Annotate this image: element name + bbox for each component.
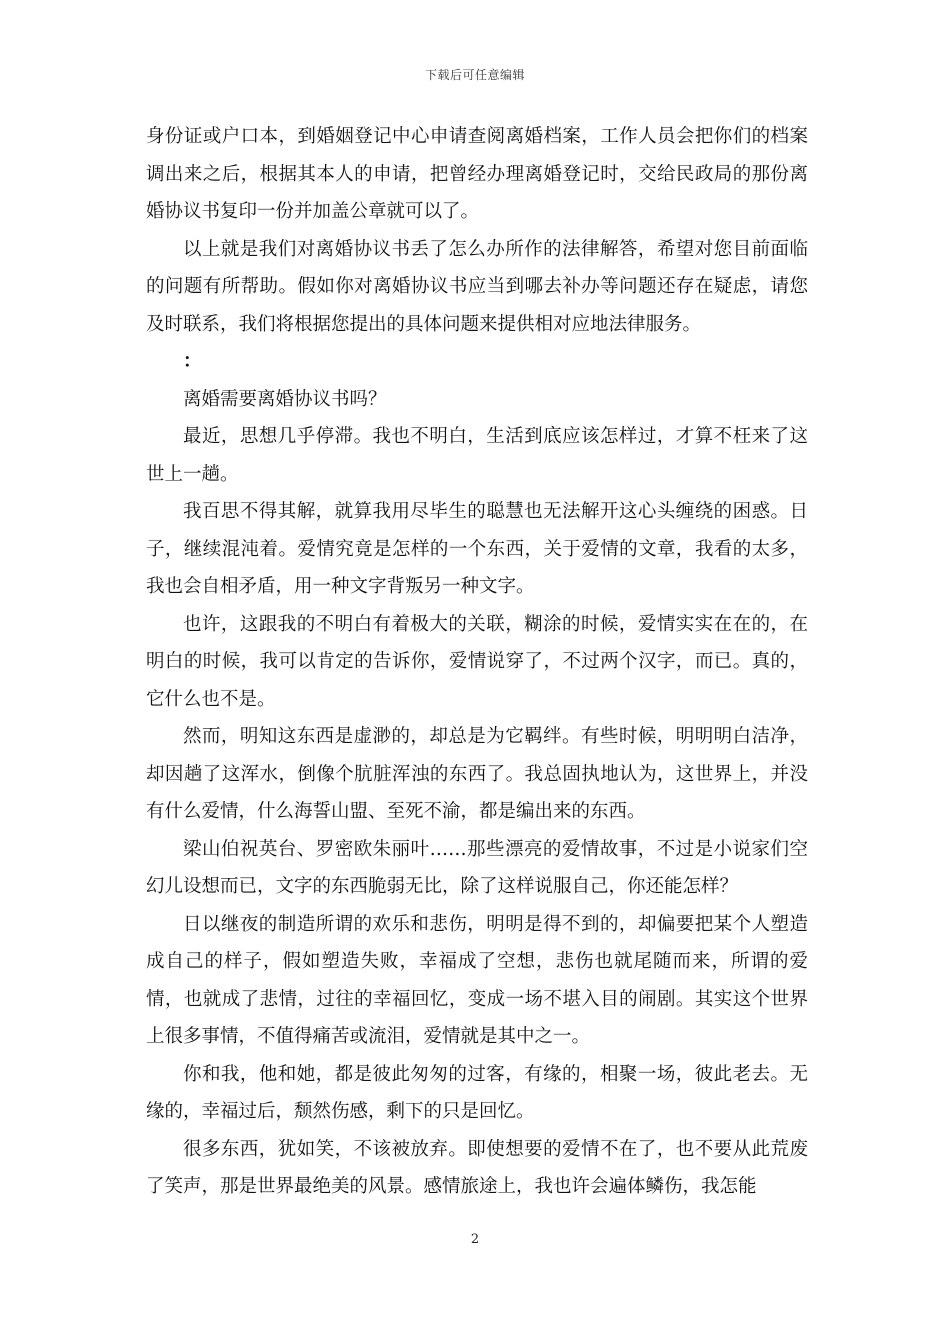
paragraph: 以上就是我们对离婚协议书丢了怎么办所作的法律解答，希望对您目前面临的问题有所帮助。假如你对离婚协议书应当到哪去补办等问题还存在疑虑，请您及时联系，我们将根据您提出的具体问题来提供相对应地法律服务。 (146, 238, 808, 335)
paragraph: 梁山伯祝英台、罗密欧朱丽叶……那些漂亮的爱情故事，不过是小说家们空幻儿设想而已，文字的东西脆弱无比，除了这样说服自己，你还能怎样？ (146, 838, 808, 897)
paragraph: 也许，这跟我的不明白有着极大的关联，糊涂的时候，爱情实实在在的，在明白的时候，我可以肯定的告诉你，爱情说穿了，不过两个汉字，而已。真的，它什么也不是。 (146, 613, 808, 710)
paragraph: 最近，思想几乎停滞。我也不明白，生活到底应该怎样过，才算不枉来了这世上一趟。 (146, 426, 808, 485)
paragraph: 你和我，他和她，都是彼此匆匆的过客，有缘的，相聚一场，彼此老去。无缘的，幸福过后，颓然伤感，剩下的只是回忆。 (146, 1063, 808, 1122)
document-body (146, 118, 808, 1206)
section-question: 离婚需要离婚协议书吗？ (183, 388, 387, 410)
paragraph: 我百思不得其解，就算我用尽毕生的聪慧也无法解开这心头缠绕的困惑。日子，继续混沌着。爱情究竟是怎样的一个东西，关于爱情的文章，我看的太多，我也会自相矛盾，用一种文字背叛另一种文字。 (146, 501, 808, 597)
paragraph: 然而，明知这东西是虚渺的，却总是为它羁绊。有些时候，明明明白洁净，却因趟了这浑水，倒像个肮脏浑浊的东西了。我总固执地认为，这世界上，并没有什么爱情，什么海誓山盟、至死不渝，都是编出来的东西。 (146, 726, 808, 822)
paragraph: 日以继夜的制造所谓的欢乐和悲伤，明明是得不到的，却偏要把某个人塑造成自己的样子，假如塑造失败，幸福成了空想，悲伤也就尾随而来，所谓的爱情，也就成了悲情，过往的幸福回忆，变成一场不堪入目的闹剧。其实这个世界上很多事情，不值得痛苦或流泪，爱情就是其中之一。 (146, 913, 808, 1047)
page-number: 2 (470, 1232, 480, 1247)
paragraph: 很多东西，犹如笑，不该被放弃。即使想要的爱情不在了，也不要从此荒废了笑声，那是世界最绝美的风景。感情旅途上，我也许会遍体鳞伤，我怎能 (146, 1138, 808, 1197)
page-header: 下载后可任意编辑 (424, 68, 525, 82)
paragraph: 身份证或户口本，到婚姻登记中心申请查阅离婚档案，工作人员会把你们的档案调出来之后，根据其本人的申请，把曾经办理离婚登记时，交给民政局的那份离婚协议书复印一份并加盖公章就可以了。 (146, 126, 808, 222)
colon-line: ： (183, 351, 202, 372)
